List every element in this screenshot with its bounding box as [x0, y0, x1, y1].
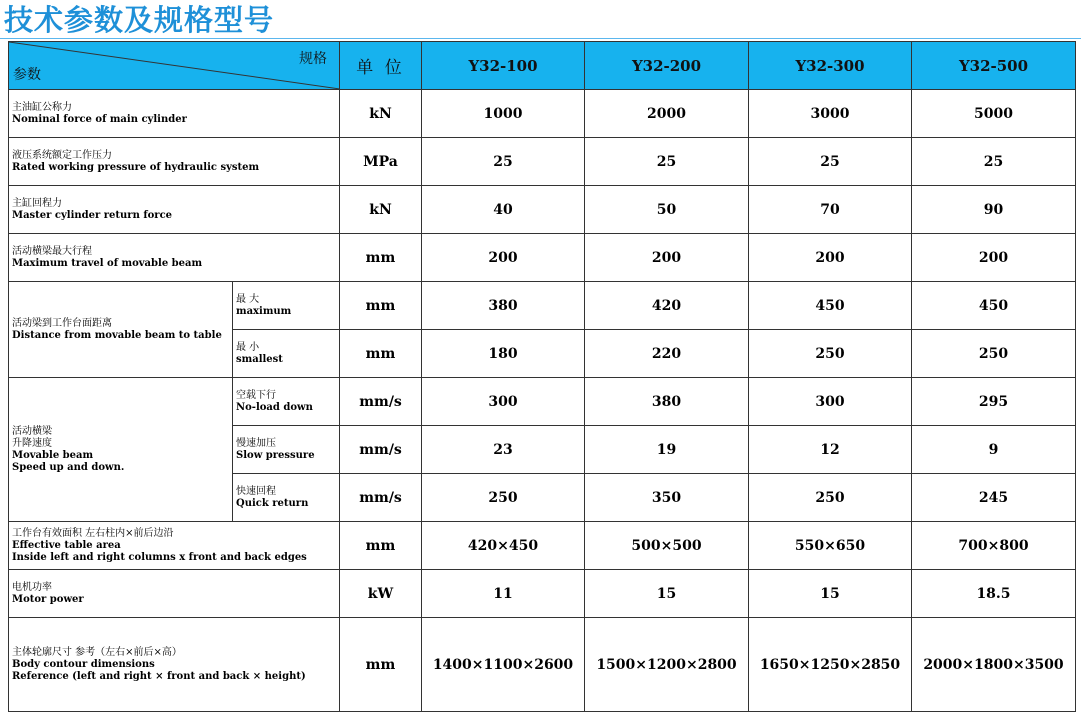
value-cell: 420 — [585, 282, 749, 330]
sub-param-cell — [233, 426, 340, 474]
header-row — [9, 42, 1076, 90]
table-row — [9, 522, 1076, 570]
value-cell: 25 — [585, 138, 749, 186]
value-cell: 250 — [912, 330, 1076, 378]
unit-cell: MPa — [340, 138, 422, 186]
value-cell: 200 — [585, 234, 749, 282]
param-cell — [9, 234, 340, 282]
param-name-en: Speed up and down. — [12, 461, 125, 473]
value-cell: 350 — [585, 474, 749, 522]
sub-param-en: No-load down — [236, 401, 313, 413]
param-name-zh: 主体轮廓尺寸 参考（左右×前后×高） — [12, 646, 182, 658]
value-cell: 420×450 — [422, 522, 585, 570]
value-cell: 450 — [749, 282, 912, 330]
unit-cell: mm — [340, 234, 422, 282]
table-row — [9, 378, 1076, 426]
model-header-1: Y32-100 — [422, 42, 585, 90]
diagonal-divider — [9, 42, 340, 89]
model-header-2: Y32-200 — [585, 42, 749, 90]
sub-param-cell — [233, 282, 340, 330]
value-cell: 9 — [912, 426, 1076, 474]
unit-cell: kN — [340, 186, 422, 234]
value-cell: 250 — [749, 474, 912, 522]
sub-param-zh: 最 小 — [236, 341, 260, 353]
value-cell: 200 — [749, 234, 912, 282]
value-cell: 2000 — [585, 90, 749, 138]
value-cell: 11 — [422, 570, 585, 618]
table-row — [9, 234, 1076, 282]
param-name-en: Rated working pressure of hydraulic system — [12, 161, 260, 173]
param-name-en: Inside left and right columns x front and back edges — [12, 551, 307, 563]
param-name-en: Distance from movable beam to table — [12, 329, 222, 341]
value-cell: 25 — [749, 138, 912, 186]
param-name-zh: 液压系统额定工作压力 — [12, 149, 112, 161]
param-name-zh: 主油缸公称力 — [12, 101, 72, 113]
param-cell — [9, 378, 233, 522]
param-name-en: Motor power — [12, 593, 84, 605]
sub-param-en: Quick return — [236, 497, 309, 509]
value-cell: 12 — [749, 426, 912, 474]
param-cell — [9, 570, 340, 618]
param-name-zh: 活动横梁最大行程 — [12, 245, 92, 257]
title-underline — [0, 38, 1081, 39]
value-cell: 450 — [912, 282, 1076, 330]
table-row — [9, 186, 1076, 234]
value-cell: 200 — [422, 234, 585, 282]
value-cell: 245 — [912, 474, 1076, 522]
spec-label: 规格 — [299, 51, 327, 67]
param-name-zh: 活动梁到工作台面距离 — [12, 317, 112, 329]
value-cell: 25 — [422, 138, 585, 186]
sub-param-cell — [233, 330, 340, 378]
sub-param-en: Slow pressure — [236, 449, 315, 461]
param-name-zh: 主缸回程力 — [12, 197, 62, 209]
unit-cell: mm — [340, 282, 422, 330]
value-cell: 15 — [749, 570, 912, 618]
value-cell: 25 — [912, 138, 1076, 186]
value-cell: 300 — [749, 378, 912, 426]
value-cell: 250 — [422, 474, 585, 522]
value-cell: 180 — [422, 330, 585, 378]
param-name-zh: 工作台有效面积 左右柱内×前后边沿 — [12, 527, 174, 539]
value-cell: 250 — [749, 330, 912, 378]
param-name-en: Reference (left and right × front and back × height) — [12, 670, 306, 682]
value-cell: 70 — [749, 186, 912, 234]
value-cell: 380 — [585, 378, 749, 426]
sub-param-cell — [233, 378, 340, 426]
unit-cell: mm/s — [340, 426, 422, 474]
param-name-zh: 电机功率 — [12, 581, 52, 593]
param-label: 参数 — [13, 67, 41, 83]
unit-cell: kW — [340, 570, 422, 618]
param-cell — [9, 522, 340, 570]
param-name-en: Effective table area — [12, 539, 121, 551]
model-header-3: Y32-300 — [749, 42, 912, 90]
value-cell: 50 — [585, 186, 749, 234]
unit-cell: mm — [340, 330, 422, 378]
param-cell — [9, 90, 340, 138]
value-cell: 500×500 — [585, 522, 749, 570]
unit-cell: kN — [340, 90, 422, 138]
model-header-4: Y32-500 — [912, 42, 1076, 90]
value-cell: 295 — [912, 378, 1076, 426]
value-cell: 1000 — [422, 90, 585, 138]
unit-cell: mm/s — [340, 474, 422, 522]
unit-cell: mm — [340, 618, 422, 712]
table-row — [9, 570, 1076, 618]
value-cell: 300 — [422, 378, 585, 426]
param-cell — [9, 138, 340, 186]
unit-cell: mm/s — [340, 378, 422, 426]
table-row — [9, 138, 1076, 186]
value-cell: 550×650 — [749, 522, 912, 570]
sub-param-en: maximum — [236, 305, 292, 317]
param-cell — [9, 618, 340, 712]
sub-param-zh: 最 大 — [236, 293, 260, 305]
value-cell: 200 — [912, 234, 1076, 282]
value-cell: 23 — [422, 426, 585, 474]
value-cell: 1400×1100×2600 — [422, 618, 585, 712]
param-name-zh: 升降速度 — [12, 437, 52, 449]
value-cell: 220 — [585, 330, 749, 378]
value-cell: 700×800 — [912, 522, 1076, 570]
value-cell: 1500×1200×2800 — [585, 618, 749, 712]
sub-param-en: smallest — [236, 353, 283, 365]
spec-table — [8, 41, 1076, 712]
value-cell: 15 — [585, 570, 749, 618]
param-name-en: Master cylinder return force — [12, 209, 173, 221]
table-row — [9, 90, 1076, 138]
unit-cell: mm — [340, 522, 422, 570]
param-name-zh: 活动横梁 — [12, 425, 52, 437]
value-cell: 40 — [422, 186, 585, 234]
value-cell: 3000 — [749, 90, 912, 138]
param-name-en: Nominal force of main cylinder — [12, 113, 187, 125]
page-title: 技术参数及规格型号 — [4, 3, 275, 37]
sub-param-zh: 空载下行 — [236, 389, 276, 401]
table-row — [9, 618, 1076, 712]
value-cell: 18.5 — [912, 570, 1076, 618]
sub-param-zh: 快速回程 — [236, 485, 276, 497]
header-corner-cell — [9, 42, 340, 90]
sub-param-cell — [233, 474, 340, 522]
unit-header: 单 位 — [340, 42, 422, 90]
value-cell: 1650×1250×2850 — [749, 618, 912, 712]
param-cell — [9, 186, 340, 234]
value-cell: 19 — [585, 426, 749, 474]
value-cell: 2000×1800×3500 — [912, 618, 1076, 712]
value-cell: 90 — [912, 186, 1076, 234]
value-cell: 5000 — [912, 90, 1076, 138]
param-name-en: Movable beam — [12, 449, 94, 461]
param-name-en: Maximum travel of movable beam — [12, 257, 203, 269]
sub-param-zh: 慢速加压 — [236, 437, 276, 449]
param-cell — [9, 282, 233, 378]
value-cell: 380 — [422, 282, 585, 330]
param-name-en: Body contour dimensions — [12, 658, 155, 670]
table-row — [9, 282, 1076, 330]
